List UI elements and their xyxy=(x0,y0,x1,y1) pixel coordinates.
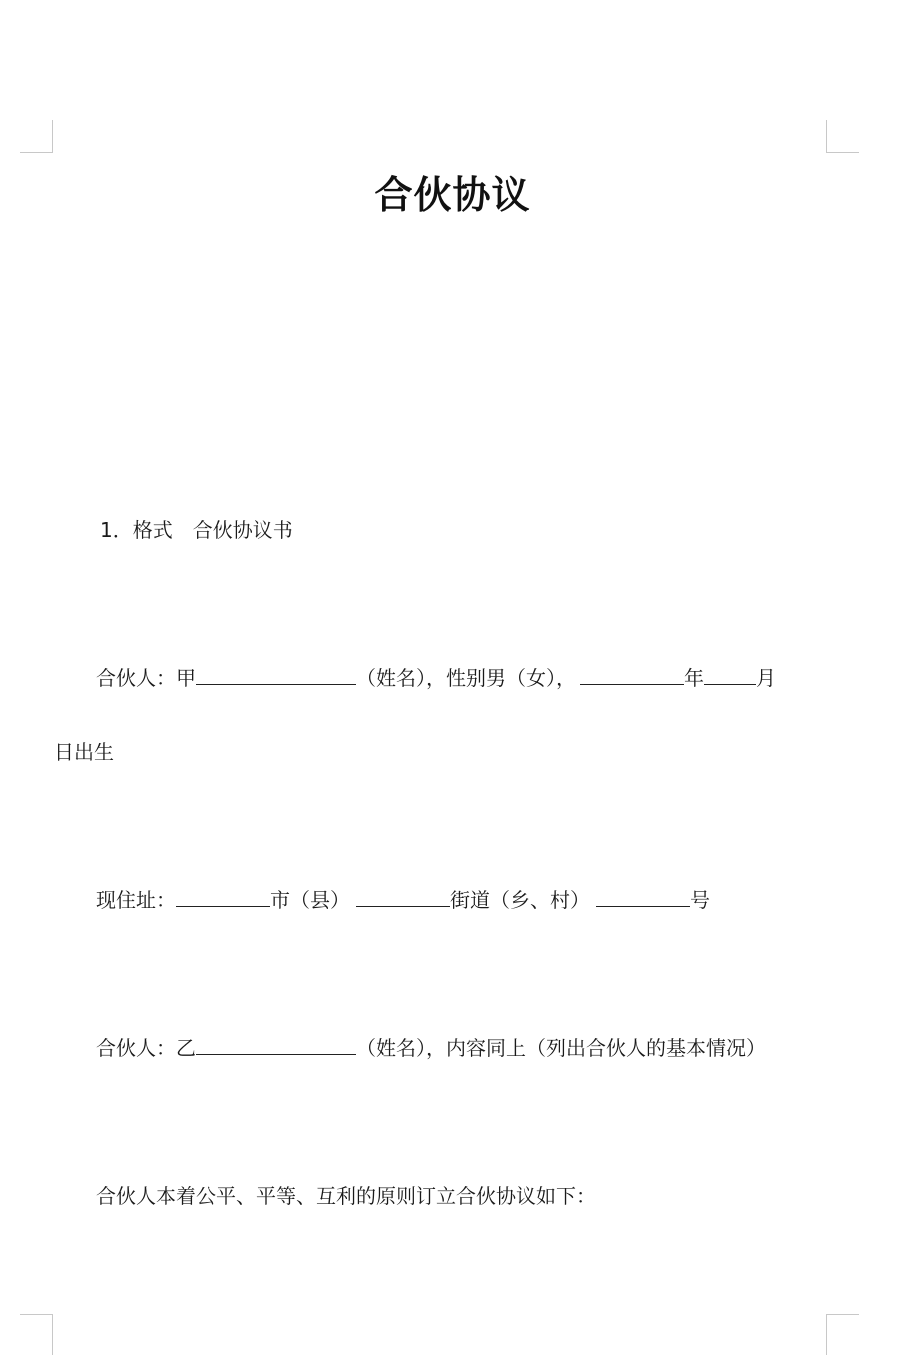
birth-month-blank xyxy=(704,664,756,685)
month-label: 月 xyxy=(756,666,776,690)
section-heading: 1．格式 合伙协议书 xyxy=(100,518,293,542)
partner-b-prefix: 合伙人：乙 xyxy=(96,1036,196,1060)
city-blank xyxy=(176,886,270,907)
page-corner-mark-top-right xyxy=(826,120,859,153)
year-label: 年 xyxy=(684,666,704,690)
street-label: 街道（乡、村） xyxy=(450,888,590,912)
birth-date-line: 日出生 xyxy=(54,740,114,764)
partner-a-name-note: （姓名），性别男（女）， xyxy=(356,666,576,690)
city-label: 市（县） xyxy=(270,888,350,912)
address-prefix: 现住址： xyxy=(96,888,176,912)
number-label: 号 xyxy=(690,888,710,912)
document-title: 合伙协议 xyxy=(374,173,531,217)
partner-a-line xyxy=(96,664,776,692)
partner-b-name-note: （姓名），内容同上（列出合伙人的基本情况） xyxy=(356,1036,766,1060)
partner-b-line xyxy=(96,1034,766,1062)
address-line xyxy=(96,886,710,914)
partner-a-prefix: 合伙人：甲 xyxy=(96,666,196,690)
house-number-blank xyxy=(596,886,690,907)
page-corner-mark-bottom-left xyxy=(20,1314,53,1355)
agreement-principle-line: 合伙人本着公平、平等、互利的原则订立合伙协议如下： xyxy=(96,1184,596,1208)
birth-year-blank xyxy=(580,664,684,685)
page-corner-mark-bottom-right xyxy=(826,1314,859,1355)
street-blank xyxy=(356,886,450,907)
page-corner-mark-top-left xyxy=(20,120,53,153)
partner-b-name-blank xyxy=(196,1034,356,1055)
partner-a-name-blank xyxy=(196,664,356,685)
